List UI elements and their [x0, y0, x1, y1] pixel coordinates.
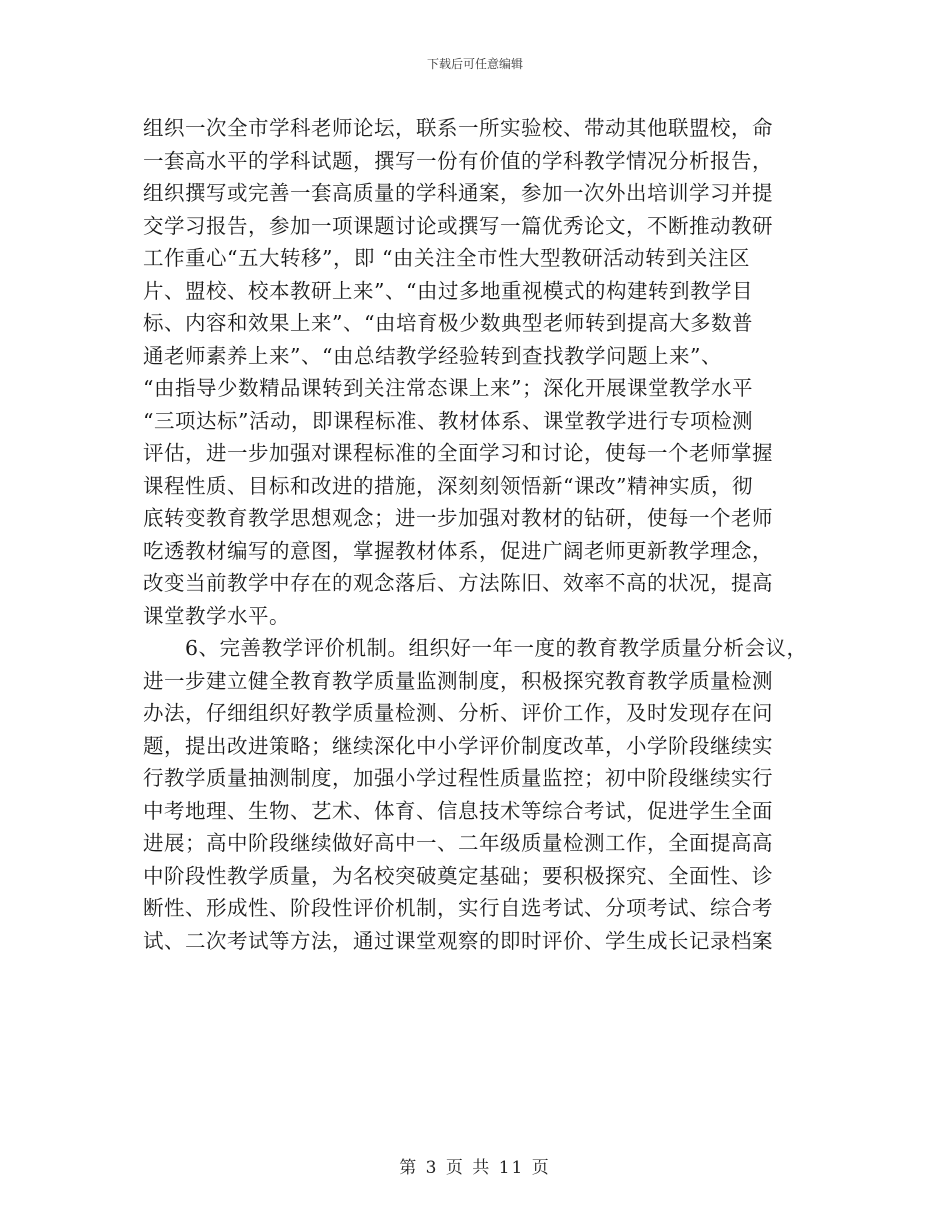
text-line: 片、盟校、校本教研上来”、“由过多地重视模式的构建转到教学目 [143, 278, 753, 303]
body-text [143, 112, 823, 957]
text-line: 组织一次全市学科老师论坛，联系一所实验校、带动其他联盟校，命 [143, 116, 773, 140]
text-line: 课程性质、目标和改进的措施，深刻刻领悟新“课改”精神实质，彻 [143, 473, 753, 498]
text-line: “由指导少数精品课转到关注常态课上来”；深化开展课堂教学水平 [143, 376, 753, 400]
footer-middle: 页 共 [445, 1158, 492, 1178]
text-line: 断性、形成性、阶段性评价机制，实行自选考试、分项考试、综合考 [143, 896, 773, 920]
text-line: 改变当前教学中存在的观念落后、方法陈旧、效率不高的状况，提高 [143, 571, 773, 595]
text-line: 题，提出改进策略；继续深化中小学评价制度改革，小学阶段继续实 [143, 733, 773, 758]
footer-prefix: 第 [399, 1158, 419, 1178]
text-line: “三项达标”活动，即课程标准、教材体系、课堂教学进行专项检测 [143, 408, 753, 433]
text-line: 标、内容和效果上来”、“由培育极少数典型老师转到提高大多数普 [143, 311, 753, 335]
text-line: 课堂教学水平。 [143, 603, 290, 628]
text-line: 进一步建立健全教育教学质量监测制度，积极探究教育教学质量检测 [143, 668, 773, 693]
header-note: 下载后可任意编辑 [426, 57, 523, 71]
text-line: 底转变教育教学思想观念；进一步加强对教材的钻研，使每一个老师 [143, 506, 773, 530]
footer-suffix: 页 [531, 1158, 551, 1178]
text-line: 工作重心“五大转移”，即 “由关注全市性大型教研活动转到关注区 [143, 246, 750, 270]
text-line: 进展；高中阶段继续做好高中一、二年级质量检测工作，全面提高高 [143, 831, 773, 855]
text-line: 行教学质量抽测制度，加强小学过程性质量监控；初中阶段继续实行 [143, 766, 773, 790]
page-number-footer [0, 1153, 950, 1178]
text-line: 评估，进一步加强对课程标准的全面学习和讨论，使每一个老师掌握 [143, 441, 773, 465]
text-line: 组织撰写或完善一套高质量的学科通案，参加一次外出培训学习并提 [143, 181, 773, 205]
text-line: 办法，仔细组织好教学质量检测、分析、评价工作，及时发现存在问 [143, 701, 773, 725]
text-line: 交学习报告，参加一项课题讨论或撰写一篇优秀论文，不断推动教研 [143, 213, 773, 238]
total-pages-number: 11 [498, 1158, 525, 1178]
text-line: 中考地理、生物、艺术、体育、信息技术等综合考试，促进学生全面 [143, 798, 773, 823]
text-line: 6、完善教学评价机制。组织好一年一度的教育教学质量分析会议， [143, 636, 808, 660]
current-page-number: 3 [425, 1158, 439, 1178]
text-line: 一套高水平的学科试题，撰写一份有价值的学科教学情况分析报告， [143, 148, 773, 173]
text-line: 吃透教材编写的意图，掌握教材体系，促进广阔老师更新教学理念， [143, 538, 773, 563]
text-line: 通老师素养上来”、“由总结教学经验转到查找教学问题上来”、 [143, 343, 722, 368]
text-line: 试、二次考试等方法，通过课堂观察的即时评价、学生成长记录档案 [143, 928, 773, 953]
text-line: 中阶段性教学质量，为名校突破奠定基础；要积极探究、全面性、诊 [143, 863, 773, 888]
